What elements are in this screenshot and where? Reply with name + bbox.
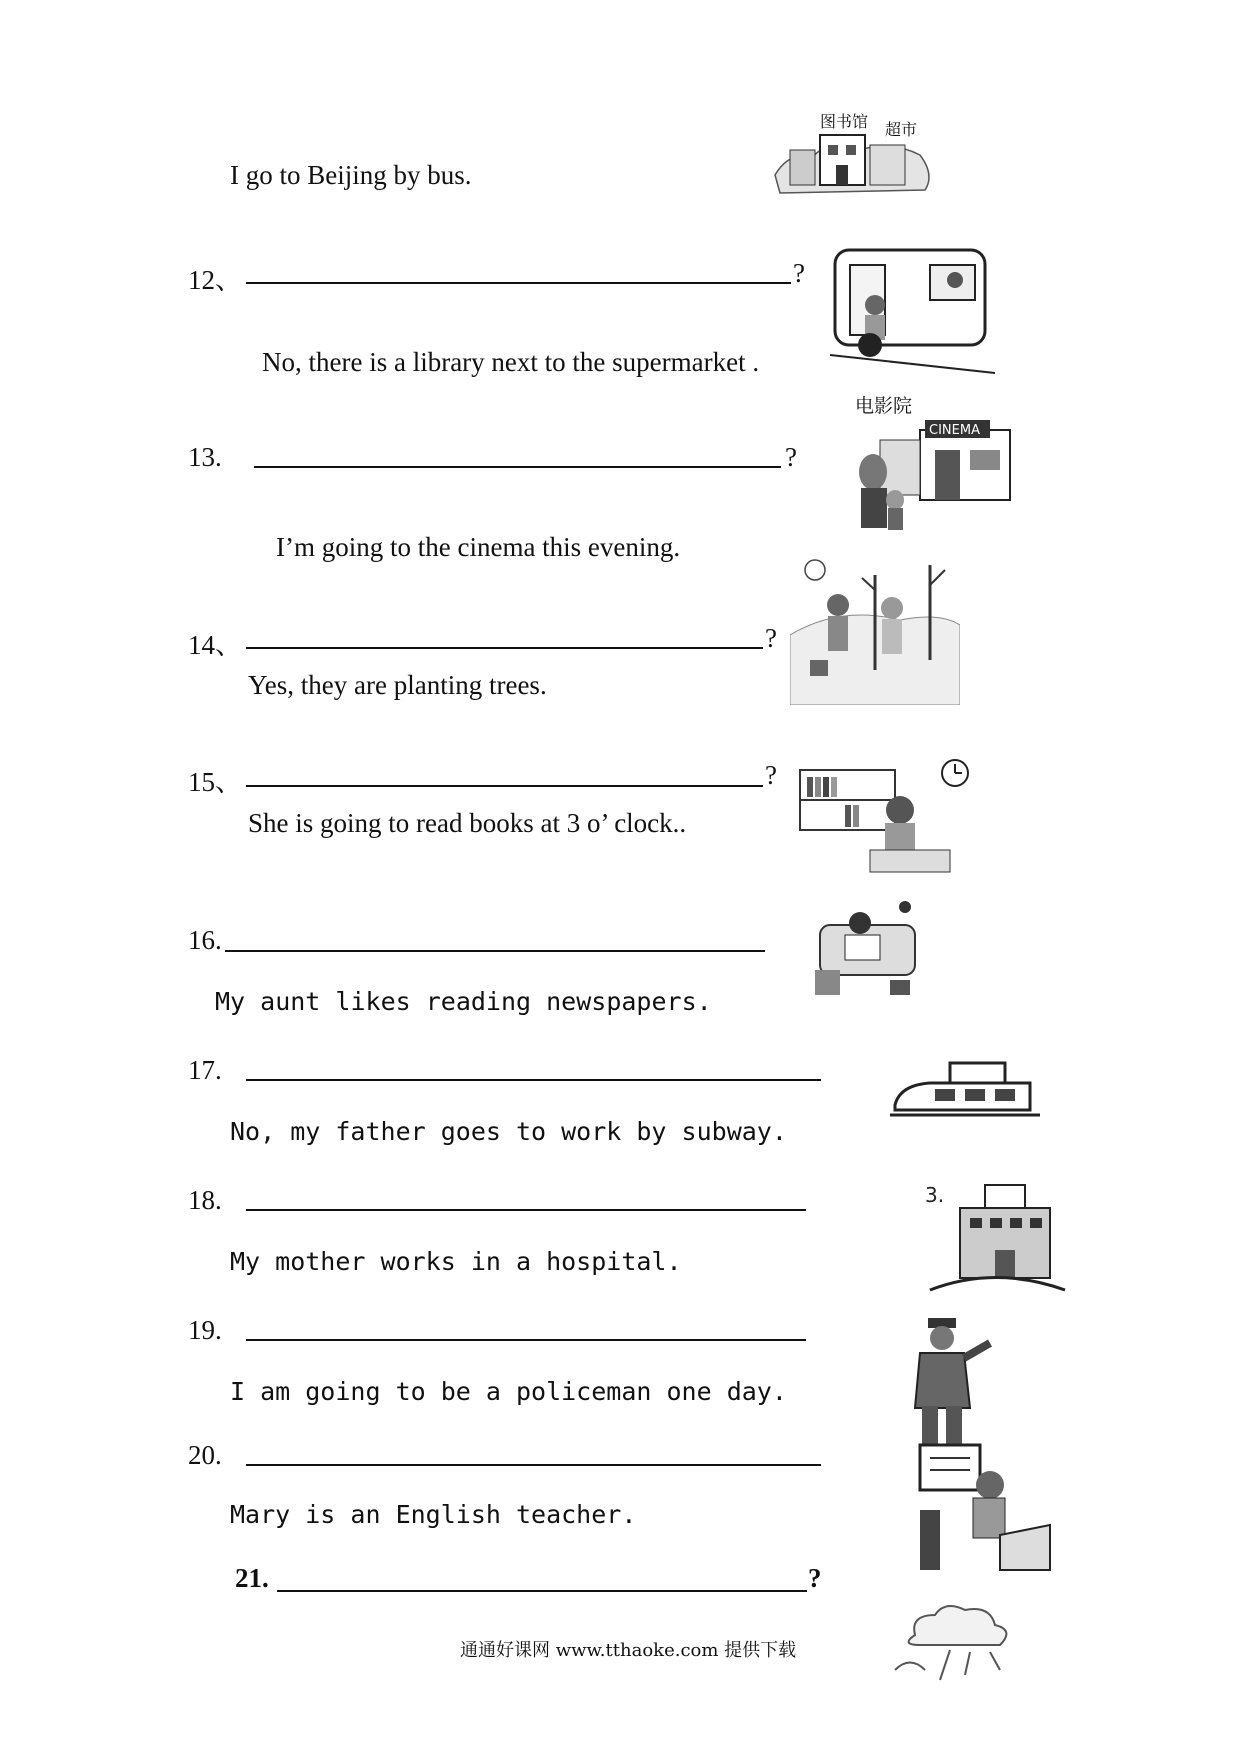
question-mark-21: ?	[808, 1563, 822, 1593]
question-mark-14: ?	[765, 623, 777, 653]
planting-trees-picture	[790, 550, 960, 710]
answer-text-15: She is going to read books at 3 o’ clock..	[248, 808, 687, 838]
reading-books-picture	[795, 755, 975, 885]
answer-line-13[interactable]	[254, 466, 781, 468]
answer-text-19: I am going to be a policeman one day.	[230, 1377, 787, 1406]
question-mark-15: ?	[765, 760, 777, 790]
answer-line-12[interactable]	[246, 282, 791, 284]
answer-text-20: Mary is an English teacher.	[230, 1500, 637, 1529]
question-number-17: 17.	[188, 1055, 222, 1085]
supermarket-label: 超市	[885, 120, 918, 139]
hospital-picture	[920, 1180, 1070, 1310]
answer-line-19[interactable]	[246, 1339, 806, 1341]
library-supermarket-picture	[770, 105, 935, 210]
question-mark-12: ?	[793, 258, 805, 288]
weather-picture	[890, 1600, 1020, 1695]
answer-line-15[interactable]	[246, 785, 763, 787]
answer-text-13: I’m going to the cinema this evening.	[276, 532, 681, 562]
answer-line-18[interactable]	[246, 1209, 806, 1211]
cinema-sign-text: CINEMA	[929, 423, 980, 438]
answer-line-20[interactable]	[246, 1464, 821, 1466]
answer-line-17[interactable]	[246, 1079, 821, 1081]
question-number-12: 12、	[188, 265, 242, 295]
answer-line-14[interactable]	[246, 647, 763, 649]
policeman-picture	[890, 1318, 995, 1453]
answer-text-18: My mother works in a hospital.	[230, 1247, 682, 1276]
question-mark-13: ?	[785, 442, 797, 472]
subway-picture	[890, 1055, 1040, 1135]
answer-text-12: No, there is a library next to the supermarket .	[262, 347, 760, 377]
cinema-chinese-label: 电影院	[855, 395, 913, 417]
teacher-picture	[915, 1440, 1055, 1580]
question-number-19: 19.	[188, 1315, 222, 1345]
picture-number-label: 3.	[925, 1183, 945, 1207]
answer-text-16: My aunt likes reading newspapers.	[215, 987, 712, 1016]
answer-line-21[interactable]	[277, 1590, 807, 1592]
answer-text-17: No, my father goes to work by subway.	[230, 1117, 787, 1146]
bus-picture	[830, 245, 995, 380]
answer-line-16[interactable]	[225, 950, 765, 952]
question-number-15: 15、	[188, 767, 242, 797]
question-number-18: 18.	[188, 1185, 222, 1215]
question-number-14: 14、	[188, 630, 242, 660]
answer-text-14: Yes, they are planting trees.	[248, 670, 547, 700]
question-number-13: 13.	[188, 442, 222, 472]
newspaper-reading-picture	[805, 895, 935, 1010]
question-number-16: 16.	[188, 925, 222, 955]
question-number-21: 21.	[235, 1563, 269, 1593]
answer-text-top: I go to Beijing by bus.	[230, 160, 472, 190]
question-number-20: 20.	[188, 1440, 222, 1470]
library-label: 图书馆	[820, 112, 869, 131]
cinema-picture	[835, 390, 1015, 545]
footer-text: 通通好课网 www.tthaoke.com 提供下载	[460, 1640, 797, 1661]
